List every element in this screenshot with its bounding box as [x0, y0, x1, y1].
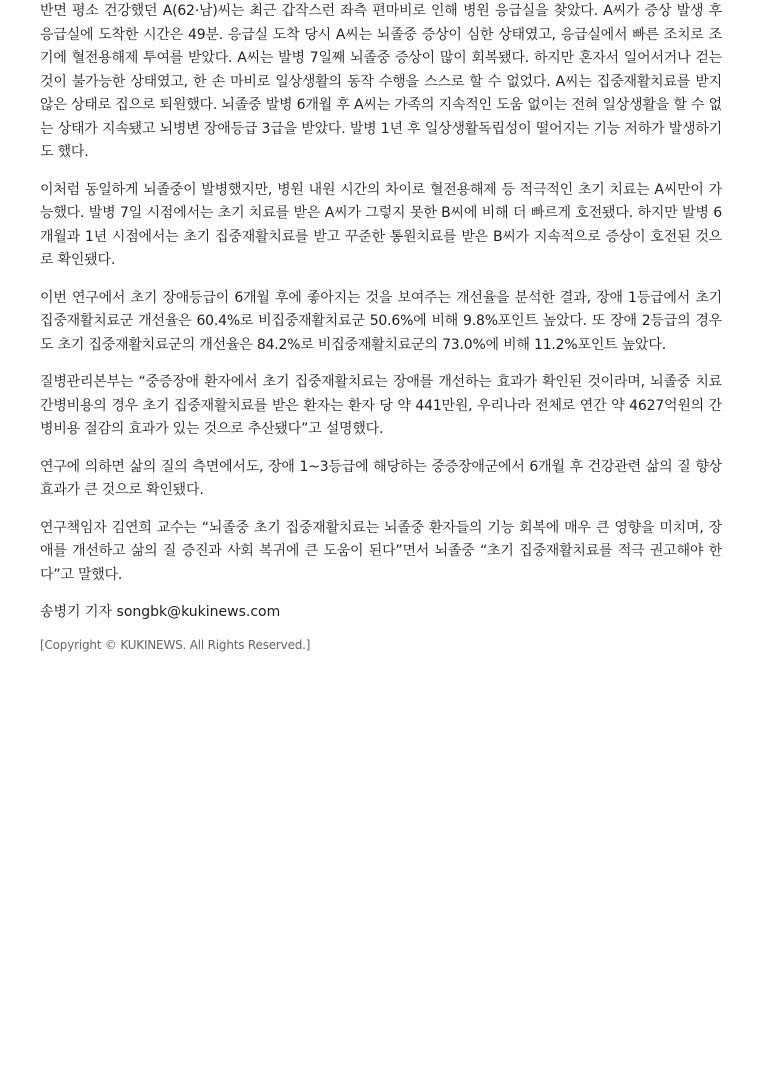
author-byline: 송병기 기자 songbk@kukinews.com: [40, 604, 281, 620]
article-body: [40, 0, 722, 655]
article-paragraph-1: 반면 평소 건강했던 A(62·남)씨는 최근 갑작스런 좌측 편마비로 인해 병원 응급실을 찾았다. A씨가 증상 발생 후 응급실에 도착한 시간은 49분. 응급실 도착 당시 A씨는 뇌졸중 증상이 심한 상태였고, 응급실에서 빠른 조치로 조기에 혈전용해제 투여를 받았다. A씨는 발병 7일째 뇌졸중 증상이 많이 회복됐다. 하지만 혼자서 일어서거나 걷는 것이 불가능한 상태였고, 한 손 마비로 일상생활의 동작 수행을 스스로 할 수 없었다. A씨는 집중재활치료를 받지 않은 상태로 집으로 퇴원했다. 뇌졸중 발병 6개월 후 A씨는 가족의 지속적인 도움 없이는 전혀 일상생활을 할 수 없는 상태가 지속됐고 뇌병변 장애등급 3급을 받았다. 발병 1년 후 일상생활독립성이 떨어지는 기능 저하가 발생하기도 했다.: [40, 3, 722, 160]
article-paragraph-5: 연구에 의하면 삶의 질의 측면에서도, 장애 1~3등급에 해당하는 중증장애군에서 6개월 후 건강관련 삶의 질 향상효과가 큰 것으로 확인됐다.: [40, 458, 722, 498]
article-paragraph-4: 질병관리본부는 “중증장애 환자에서 초기 집중재활치료는 장애를 개선하는 효과가 확인된 것이라며, 뇌졸중 치료 간병비용의 경우 초기 집중재활치료를 받은 환자는 환자 당 약 441만원, 우리나라 전체로 연간 약 4627억원의 간병비용 절감의 효과가 있는 것으로 추산됐다”고 설명했다.: [40, 374, 722, 437]
article-paragraph-3: 이번 연구에서 초기 장애등급이 6개월 후에 좋아지는 것을 보여주는 개선율을 분석한 결과, 장애 1등급에서 초기 집중재활치료군 개선율은 60.4%로 비집중재활치료군 50.6%에 비해 9.8%포인트 높았다. 또 장애 2등급의 경우도 초기 집중재활치료군의 개선율은 84.2%로 비집중재활치료군의 73.0%에 비해 11.2%포인트 높았다.: [40, 289, 722, 353]
article-paragraph-2: 이처럼 동일하게 뇌졸중이 발병했지만, 병원 내원 시간의 차이로 혈전용해제 등 적극적인 초기 치료는 A씨만이 가능했다. 발병 7일 시점에서는 초기 치료를 받은 A씨가 그렇지 못한 B씨에 비해 더 빠르게 호전됐다. 하지만 발병 6개월과 1년 시점에서는 초기 집중재활치료를 받고 꾸준한 통원치료를 받은 B씨가 지속적으로 증상이 호전된 것으로 확인됐다.: [40, 181, 722, 268]
copyright-notice: [Copyright © KUKINEWS. All Rights Reserved.]: [40, 637, 311, 652]
article-paragraph-6: 연구책임자 김연희 교수는 “뇌졸중 초기 집중재활치료는 뇌졸중 환자들의 기능 회복에 매우 큰 영향을 미치며, 장애를 개선하고 삶의 질 증진과 사회 복귀에 큰 도움이 된다”면서 뇌졸중 “초기 집중재활치료를 적극 권고해야 한다”고 말했다.: [40, 519, 722, 583]
